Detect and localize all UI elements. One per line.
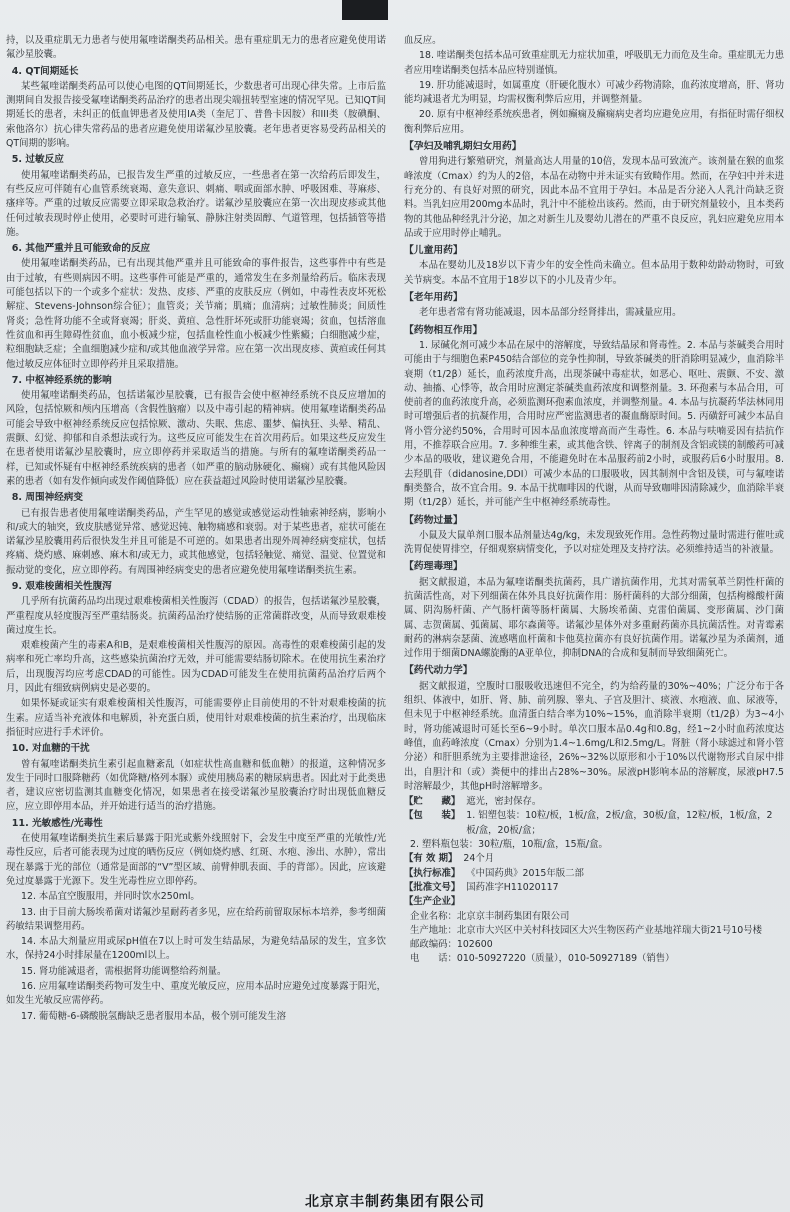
info-value: 24个月 xyxy=(463,853,495,865)
paragraph-text: 据文献报道，本品为氟喹诺酮类抗菌药，具广谱抗菌作用，尤其对需氧革兰阴性杆菌的抗菌活性高，对下列细菌在体外具良好抗菌作用：肠杆菌科的大部分细菌，包括枸橼酸杆菌属、阴沟肠杆菌、产气肠杆菌等肠杆菌属、大肠埃希菌、克雷伯菌属、变形菌属、沙门菌属、志贺菌属、弧菌属、耶尔森菌等。诺氟沙星体外对多重耐药菌亦具抗菌活性。对青霉素耐药的淋病奈瑟菌、流感嗜血杆菌和卡他莫拉菌亦有良好抗菌作用。诺氟沙星为杀菌剂，通过作用于细菌DNA螺旋酶的A亚单位，抑制DNA的合成和复制而导致细菌死亡。 xyxy=(404,576,784,660)
paragraph-text: 某些氟喹诺酮类药品可以使心电图的QT间期延长，少数患者可出现心律失常。上市后监测期间自发报告接受氟喹诺酮类药品治疗的患者出现尖端扭转型室速的情况罕见。已知QT间期延长的患者，未纠正的低血钾患者及使用IA类（奎尼丁、普鲁卡因胺）和III类（胺碘酮、索他洛尔）抗心律失常药品的患者应避免使用诺氟沙星胶囊。老年患者更容易受药品相关的QT间期的影响。 xyxy=(6,80,386,150)
section-heading: 4. QT间期延长 xyxy=(11,65,79,77)
info-row xyxy=(404,938,784,952)
info-row xyxy=(404,852,784,866)
paragraph-text: 小鼠及大鼠单剂口服本品剂量达4g/kg，未发现致死作用。急性药物过量时需进行催吐或洗胃促使胃排空，仔细观察病情变化，予以对症处理及支持疗法。必须维持适当的补液量。 xyxy=(404,529,784,556)
info-value: 遮光，密封保存。 xyxy=(466,796,542,808)
info-row xyxy=(404,895,784,909)
section-heading: 10. 对血糖的干扰 xyxy=(11,743,90,755)
info-key: 【有 效 期】 xyxy=(404,853,458,865)
info-row xyxy=(404,867,784,881)
manufacturer-footer: 北京京丰制药集团有限公司 xyxy=(305,1194,485,1210)
paragraph-text: 使用氟喹诺酮类药品，包括诺氟沙星胶囊，已有报告会使中枢神经系统不良反应增加的风险，包括惊厥和颅内压增高（含假性脑瘤）以及中毒引起的精神病。使用氟喹诺酮类药品可能会导致中枢神经系统反应包括惊厥、激动、失眠、焦虑、噩梦、偏执狂、头晕、精乱、震颤、幻觉、抑郁和自杀想法或行为。这些反应可能发生在首次用药后。如果这些反应发生在患者使用诺氟沙星胶囊时，应立即停药并采取适当的措施。与所有的氟喹诺酮类药品一样，已知或怀疑有中枢神经系统疾病的患者（如严重的脑动脉硬化、癫痫）或有其他风险因素的患者（如有发作倾向或发作阈值降低）应在获益超过风险时使用诺氟沙星胶囊。 xyxy=(6,390,386,487)
info-key: 【生产企业】 xyxy=(404,896,461,908)
paragraph-text: 1. 尿碱化剂可减少本品在尿中的溶解度，导致结晶尿和肾毒性。2. 本品与茶碱类合用时可能由于与细胞色素P450结合部位的竞争性抑制，导致茶碱类的肝消除明显减少，血消除半衰期（t1/2β）延长，血药浓度升高，出现茶碱中毒症状，如恶心、呕吐、震颤、不安、激动、抽搐、心悸等，故合用时应测定茶碱类血药浓度和调整剂量。3. 环孢素与本品合用，可使前者的血药浓度升高，必须监测环孢素血浓度，并调整剂量。4. 本品与抗凝药华法林同用时可增强后者的抗凝作用，合用时应严密监测患者的凝血酶原时间。5. 丙磺舒可减少本品自肾小管分泌约50%，合用时可因本品血浓度增高而产生毒性。6. 本品与呋喃妥因有拮抗作用，不推荐联合应用。7. 多种维生素，或其他含铁、锌离子的制剂及含铝或镁的制酸药可减少本品的吸收，建议避免合用，不能避免时在本品服药前2小时，或服药后6小时服用。8. 去羟肌苷（didanosine,DDI）可减少本品的口服吸收，因其制剂中含铝及镁，可与氟喹诺酮类螯合，故不宜合用。9. 本品干扰咖啡因的代谢，从而导致咖啡因清除减少，血消除半衰期（t1/2β）延长，并可能产生中枢神经系统毒性。 xyxy=(404,339,784,509)
section-heading: 7. 中枢神经系统的影响 xyxy=(11,374,112,386)
info-row xyxy=(404,809,784,838)
top-dark-tab xyxy=(342,0,388,20)
right-column xyxy=(404,34,784,1184)
bracket-heading: 【药代动力学】 xyxy=(404,665,473,677)
paragraph-text: 本品在婴幼儿及18岁以下青少年的安全性尚未确立。但本品用于数种幼龄动物时，可致关节病变。本品不宜用于18岁以下的小儿及青少年。 xyxy=(404,260,784,286)
section-heading: 9. 艰难梭菌相关性腹泻 xyxy=(11,580,112,592)
section-heading: 8. 周围神经病变 xyxy=(11,492,83,504)
text-columns xyxy=(6,34,784,1184)
paragraph-text: 血反应。 xyxy=(404,35,442,46)
paragraph-text: 18. 喹诺酮类包括本品可致重症肌无力症状加重，呼吸肌无力而危及生命。重症肌无力患者应用喹诺酮类包括本品应特别谨慎。 xyxy=(404,50,784,76)
bracket-heading: 【药物过量】 xyxy=(404,514,463,526)
section-heading: 6. 其他严重并且可能致命的反应 xyxy=(11,243,151,255)
bracket-heading: 【孕妇及哺乳期妇女用药】 xyxy=(404,141,522,153)
paragraph-text: 曾有氟喹诺酮类抗生素引起血糖紊乱（如症状性高血糖和低血糖）的报道，这种情况多发生于同时口服降糖药（如优降糖/格列本脲）或使用胰岛素的糖尿病患者。因此对于此类患者，建议应密切监测其血糖变化情况，如果患者在接受诺氟沙星胶囊治疗时出现低血糖反应，应立即停用本品，并开始进行适当的治疗措施。 xyxy=(6,758,386,813)
info-row xyxy=(404,952,784,966)
paragraph-text: 在使用氟喹诺酮类抗生素后暴露于阳光或紫外线照射下，会发生中度至严重的光敏性/光毒性反应，后者可能表现为过度的晒伤反应（例如烧灼感、红斑、水疱、渗出、水肿），常出现在暴露于光的部位（通常是面部的“V”型区域、前臂伸肌表面、手的背部）。因此，应该避免过度暴露于光源下。发生光毒性应立即停药。 xyxy=(6,833,386,887)
info-value: 企业名称：北京京丰制药集团有限公司 xyxy=(410,910,570,922)
paragraph-text: 艰难梭菌产生的毒素A和B，是艰难梭菌相关性腹泻的原因。高毒性的艰难梭菌引起的发病率和死亡率均升高，这些感染抗菌治疗无效，并可能需要结肠切除术。在使用抗生素治疗后，出现腹泻均应考虑CDAD的可能性。因为CDAD可能发生在使用抗菌药品治疗后两个月，因此有细致病例病史是必要的。 xyxy=(6,640,386,695)
info-key: 【包 装】 xyxy=(404,810,461,822)
paragraph-text: 使用氟喹诺酮类药品，已报告发生严重的过敏反应，一些患者在第一次给药后即发生，有些反应可伴随有心血管系统衰竭、意失意识、刺痛、咽或面部水肿、呼吸困难、荨麻疹、瘙痒等。严重的过敏反应需要立即采取急救治疗。诺氟沙星胶囊应在第一次出现皮疹或其他任何过敏表现时停止使用，必要时可进行输氧、静脉注射类固醇、气道管理，包括插管等措施。 xyxy=(6,169,386,238)
info-value: 《中国药典》2015年版二部 xyxy=(466,867,584,879)
paragraph-text: 老年患者常有肾功能减退，因本品部分经肾排出，需减量应用。 xyxy=(419,307,682,319)
section-heading: 5. 过敏反应 xyxy=(11,154,64,166)
paragraph-text: 如果怀疑或证实有艰难梭菌相关性腹泻，可能需要停止目前使用的不针对艰难梭菌的抗生素。应适当补充液体和电解质，补充蛋白质，使用针对艰难梭菌的抗生素治疗，出现临床指征时应进行手术评价。 xyxy=(6,698,386,738)
paragraph-text: 13. 由于目前大肠埃希菌对诺氟沙星耐药者多见，应在给药前留取尿标本培养，参考细菌药敏结果调整用药。 xyxy=(6,906,386,932)
bracket-heading: 【老年用药】 xyxy=(404,292,463,304)
info-value: 邮政编码：102600 xyxy=(410,939,493,951)
section-heading: 11. 光敏感性/光毒性 xyxy=(11,817,103,829)
paragraph-text: 曾用狗进行繁殖研究，剂量高达人用量的10倍，发现本品可致流产。该剂量在猴的血浆峰浓度（Cmax）约为人的2倍，本品在动物中并未证实有致畸作用。然而，在孕妇中并未进行充分的、有良好对照的研究，因此本品不宜用于孕妇。本品是否分泌入人乳汁尚缺乏资料。当乳妇应用200mg本品时，乳汁中不能检出该药。然而，由于研究剂量较小，且本类药物的其他品种经乳汁分泌，加之对新生儿及婴幼儿潜在的严重不良反应，乳妇应避免应用本品或于应用时停止哺乳。 xyxy=(404,156,784,239)
info-value: 生产地址：北京市大兴区中关村科技园区大兴生物医药产业基地祥瑞大街21号10号楼 xyxy=(410,924,762,936)
bracket-heading: 【药物相互作用】 xyxy=(404,324,483,336)
info-key: 【贮 藏】 xyxy=(404,796,461,808)
paragraph-text: 12. 本品宜空腹服用，并同时饮水250ml。 xyxy=(21,891,200,903)
info-key: 【批准文号】 xyxy=(404,881,461,893)
bracket-heading: 【儿童用药】 xyxy=(404,245,463,257)
info-row xyxy=(404,924,784,938)
paragraph-text: 17. 葡萄糖-6-磷酸脱氢酶缺乏患者服用本品，极个别可能发生溶 xyxy=(21,1010,287,1022)
paragraph-text: 14. 本品大剂量应用或尿pH值在7以上时可发生结晶尿，为避免结晶尿的发生，宜多饮水，保持24小时排尿量在1200ml以上。 xyxy=(6,936,386,962)
paragraph-text: 19. 肝功能减退时，如属重度（肝硬化腹水）可减少药物清除，血药浓度增高，肝、肾功能均减退者尤为明显，均需权衡利弊后应用，并调整剂量。 xyxy=(404,79,784,106)
info-key: 【执行标准】 xyxy=(404,867,461,879)
left-column xyxy=(6,34,386,1184)
paragraph-text: 使用氟喹诺酮类药品，已有出现其他严重并且可能致命的事件报告，这些事件中有些是由于过敏，有些则病因不明。这些事件可能是严重的，通常发生在多剂量给药后。临床表现可能包括以下的一个或多个症状：发热、皮疹、严重的皮肤反应（例如，中毒性表皮坏死松解症、Stevens-Johnson综合征）；血管炎；关节痛；肌痛；血清病；过敏性肺炎；间质性肾炎；急性肾功能不全或肾衰竭；肝炎、黄疸、急性肝坏死或肝功能衰竭；贫血，包括溶血性贫血和再生障碍性贫血，血小板减少症，包括血栓性血小板减少性紫癜；白细胞减少症，粒细胞缺乏症；全血细胞减少症和/或其他血液学异常。应在第一次出现皮疹、黄疸或任何其他过敏反应体征时立即停药并且采取措施。 xyxy=(6,258,386,370)
info-value: 电 话：010-50927220（质量），010-50927189（销售） xyxy=(410,953,675,965)
paragraph-text: 据文献报道，空腹时口服吸收迅速但不完全，约为给药量的30%~40%；广泛分布于各组织、体液中，如肝、肾、肺、前列腺、睾丸、子宫及胆汁、痰液、水疱液、血、尿液等，但未见于中枢神经系统。血清蛋白结合率为10%~15%，血消除半衰期（t1/2β）为3~4小时，肾功能减退时可延长至6~9小时。单次口服本品0.4g和0.8g，经1~2小时血药浓度达峰值，血药峰浓度（Cmax）分别为1.4~1.6mg/L和2.5mg/L。肾脏（肾小球滤过和肾小管分泌）和肝胆系统为主要排泄途径，26%~32%以原形和小于10%以代谢物形式自尿中排出，自胆汁和（或）粪便中的排出占28%~30%。尿液pH影响本品的溶解度，尿液pH7.5时溶解最少，其他pH时溶解增多。 xyxy=(404,680,784,792)
info-value: 2. 塑料瓶包装：30粒/瓶，10瓶/盒，15瓶/盒。 xyxy=(410,839,608,851)
paragraph-text: 15. 肾功能减退者，需根据肾功能调整给药剂量。 xyxy=(21,965,227,977)
info-row xyxy=(404,881,784,895)
info-value: 国药准字H11020117 xyxy=(466,881,559,893)
paragraph-text: 已有报告患者使用氟喹诺酮类药品，产生罕见的感觉或感觉运动性轴索神经病，影响小和/或大的轴突，致皮肤感觉异常、感觉迟钝、触物痛感和衰弱。对于某些患者，症状可能在诺氟沙星胶囊用药后很快发生并且可能是不可逆的。如果患者出现外周神经病变症状，包括疼痛、烧灼感、麻刺感、麻木和/或无力，或其他感觉，包括轻触觉、痛觉、温觉、位置觉和振动觉的变化，应立即停药。有周围神经病变史的患者应避免使用氟喹诺酮类抗生素。 xyxy=(6,507,386,576)
paragraph-text: 20. 原有中枢神经系统疾患者，例如癫痫及癫痫病史者均应避免应用，有指征时需仔细权衡利弊后应用。 xyxy=(404,109,784,135)
info-row xyxy=(404,838,784,852)
paragraph-text: 持，以及重症肌无力患者与使用氟喹诺酮类药品相关。患有重症肌无力的患者应避免使用诺氟沙星胶囊。 xyxy=(6,35,386,61)
paragraph-text: 几乎所有抗菌药品均出现过艰难梭菌相关性腹泻（CDAD）的报告，包括诺氟沙星胶囊，严重程度从轻度腹泻至严重结肠炎。抗菌药品治疗使结肠的正常菌群改变，从而导致艰难梭菌过度生长。 xyxy=(6,596,386,636)
info-value: 1. 铝塑包装：10粒/板，1板/盒，2板/盒，30板/盒，12粒/板，1板/盒，2板/盒，20板/盒； xyxy=(466,810,773,836)
paragraph-text: 16. 应用氟喹诺酮类药物可发生中、重度光敏反应，应用本品时应避免过度暴露于阳光，如发生光敏反应需停药。 xyxy=(6,981,386,1007)
info-row xyxy=(404,910,784,924)
info-row xyxy=(404,795,784,809)
bracket-heading: 【药理毒理】 xyxy=(404,561,463,573)
